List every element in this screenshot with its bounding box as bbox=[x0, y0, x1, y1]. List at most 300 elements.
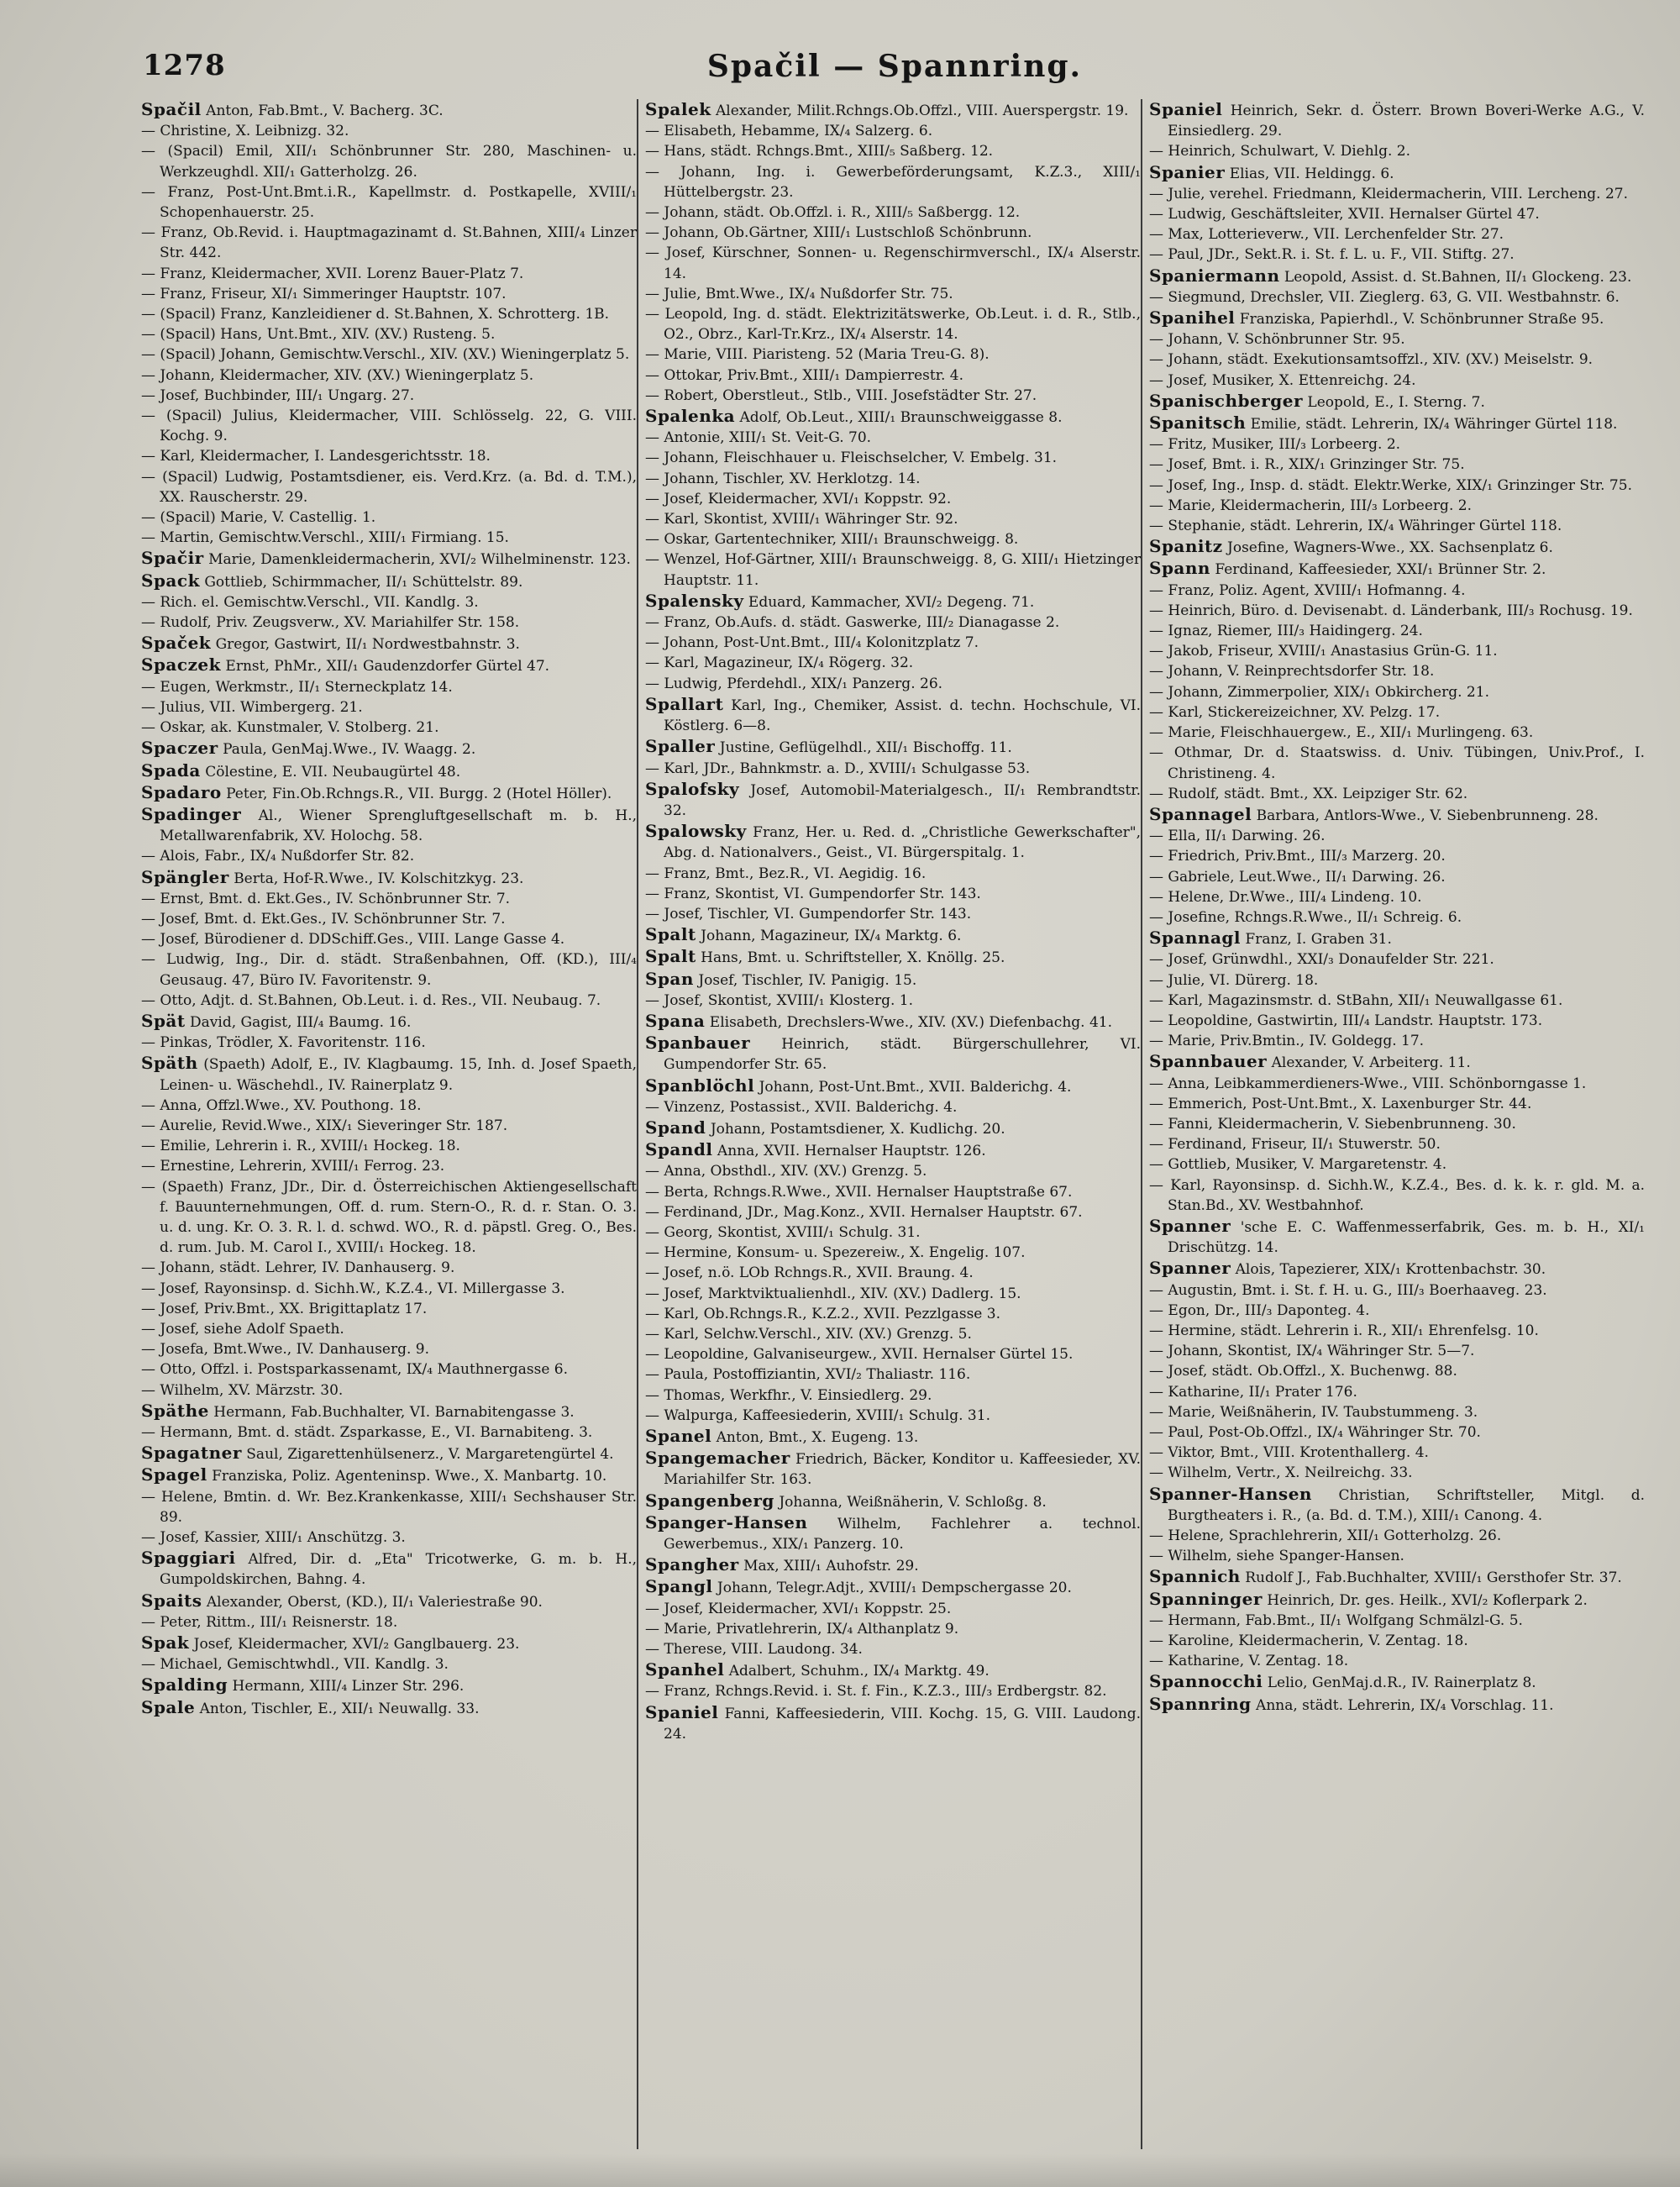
entry-text: — Josef, Skontist, XVIII/₁ Klosterg. 1. bbox=[645, 991, 913, 1009]
entry-text: — Berta, Rchngs.R.Wwe., XVII. Hernalser Hauptstraße 67. bbox=[645, 1183, 1073, 1201]
entry-text: Max, XIII/₁ Auhofstr. 29. bbox=[743, 1558, 919, 1575]
directory-entry bbox=[645, 386, 1141, 406]
directory-entry bbox=[1149, 1321, 1645, 1341]
directory-entry bbox=[141, 264, 637, 284]
directory-entry bbox=[1149, 1094, 1645, 1114]
directory-entry bbox=[1149, 1051, 1645, 1073]
directory-entry bbox=[141, 697, 637, 718]
directory-entry bbox=[645, 243, 1141, 283]
entry-text: — Georg, Skontist, XVIII/₁ Schulg. 31. bbox=[645, 1223, 921, 1241]
directory-entry bbox=[1149, 434, 1645, 455]
entry-surname: Spalt bbox=[645, 946, 696, 967]
entry-surname: Spanhel bbox=[645, 1659, 725, 1680]
directory-entry bbox=[141, 718, 637, 738]
directory-entry bbox=[141, 1443, 637, 1464]
entry-text: — Jakob, Friseur, XVIII/₁ Anastasius Grün-G. 11. bbox=[1149, 643, 1498, 660]
entry-surname: Spaits bbox=[141, 1590, 202, 1611]
entry-text: — Heinrich, Schulwart, V. Diehlg. 2. bbox=[1149, 143, 1411, 160]
directory-entry bbox=[645, 549, 1141, 590]
entry-text: — Ludwig, Geschäftsleiter, XVII. Hernalser Gürtel 47. bbox=[1149, 206, 1540, 223]
entry-surname: Spack bbox=[141, 570, 200, 591]
page-title: Spačil — Spannring. bbox=[706, 49, 1083, 84]
directory-entry bbox=[645, 821, 1141, 863]
entry-text: — Ignaz, Riemer, III/₃ Haidingerg. 24. bbox=[1149, 623, 1423, 640]
entry-text: Cölestine, E. VII. Neubaugürtel 48. bbox=[205, 763, 461, 781]
entry-surname: Spak bbox=[141, 1632, 190, 1653]
entry-text: — (Spacil) Hans, Unt.Bmt., XIV. (XV.) Rusteng. 5. bbox=[141, 326, 496, 344]
entry-text: Johann, Postamtsdiener, X. Kudlichg. 20. bbox=[710, 1120, 1005, 1138]
directory-entry bbox=[141, 1674, 637, 1696]
entry-text: Anton, Fab.Bmt., V. Bacherg. 3C. bbox=[206, 103, 444, 119]
directory-entry bbox=[645, 946, 1141, 968]
column-right bbox=[1149, 99, 1645, 2149]
directory-entry bbox=[1149, 970, 1645, 991]
directory-entry bbox=[645, 884, 1141, 904]
entry-surname: Spačil bbox=[141, 99, 202, 119]
directory-entry bbox=[645, 969, 1141, 991]
page-number: 1278 bbox=[143, 49, 226, 82]
entry-text: — Oskar, ak. Kunstmaler, V. Stolberg. 21. bbox=[141, 719, 439, 737]
entry-text: — Karl, Magazinsmstr. d. StBahn, XII/₁ Neuwallgasse 61. bbox=[1149, 991, 1563, 1009]
directory-entry bbox=[645, 99, 1141, 121]
entry-text: — Karl, Kleidermacher, I. Landesgerichtsstr. 18. bbox=[141, 448, 491, 465]
entry-surname: Spaniel bbox=[645, 1701, 719, 1722]
directory-entry bbox=[1149, 476, 1645, 496]
directory-entry bbox=[1149, 1484, 1645, 1526]
entry-text: Rudolf J., Fab.Buchhalter, XVIII/₁ Gersthofer Str. 37. bbox=[1245, 1569, 1622, 1587]
directory-entry bbox=[645, 365, 1141, 386]
entry-text: — Josef, Ing., Insp. d. städt. Elektr.Werke, XIX/₁ Grinzinger Str. 75. bbox=[1149, 476, 1632, 494]
entry-surname: Spagatner bbox=[141, 1443, 242, 1464]
entry-text: — Johann, Tischler, XV. Herklotzg. 14. bbox=[645, 470, 921, 487]
entry-surname: Spaniel bbox=[1149, 99, 1223, 119]
directory-entry bbox=[141, 846, 637, 866]
entry-text: — Therese, VIII. Laudong. 34. bbox=[645, 1641, 863, 1659]
entry-surname: Spannbauer bbox=[1149, 1051, 1268, 1072]
entry-surname: Spanninger bbox=[1149, 1588, 1263, 1609]
entry-surname: Spačir bbox=[141, 548, 204, 569]
entry-text: — Franz, Ob.Aufs. d. städt. Gaswerke, III/₂ Dianagasse 2. bbox=[645, 614, 1060, 632]
entry-text: Barbara, Antlors-Wwe., V. Siebenbrunneng. 28. bbox=[1256, 807, 1599, 824]
directory-entry bbox=[141, 467, 637, 507]
entry-text: — Hermine, städt. Lehrerin i. R., XII/₁ Ehrenfelsg. 10. bbox=[1149, 1322, 1539, 1339]
directory-entry bbox=[645, 284, 1141, 304]
directory-entry bbox=[645, 1639, 1141, 1659]
directory-entry bbox=[645, 1659, 1141, 1681]
entry-surname: Spannich bbox=[1149, 1566, 1241, 1587]
directory-entry bbox=[1149, 141, 1645, 161]
directory-entry bbox=[141, 304, 637, 324]
directory-entry bbox=[1149, 1301, 1645, 1321]
entry-text: Johann, Telegr.Adjt., XVIII/₁ Dempschergasse 20. bbox=[717, 1580, 1072, 1597]
entry-text: — Elisabeth, Hebamme, IX/₄ Salzerg. 6. bbox=[645, 123, 933, 140]
entry-text: — Augustin, Bmt. i. St. f. H. u. G., III/₃ Boerhaaveg. 23. bbox=[1149, 1281, 1547, 1299]
directory-entry bbox=[141, 528, 637, 548]
entry-text: Josefine, Wagners-Wwe., XX. Sachsenplatz 6. bbox=[1227, 539, 1553, 557]
directory-entry bbox=[645, 1554, 1141, 1576]
entry-surname: Spand bbox=[645, 1117, 706, 1138]
directory-entry bbox=[645, 1182, 1141, 1202]
directory-entry bbox=[141, 1177, 637, 1259]
entry-text: — Ernestine, Lehrerin, XVIII/₁ Ferrog. 23. bbox=[141, 1158, 445, 1175]
directory-entry bbox=[1149, 1216, 1645, 1258]
entry-text: — Hermine, Konsum- u. Spezereiw., X. Engelig. 107. bbox=[645, 1244, 1026, 1262]
entry-text: Ferdinand, Kaffeesieder, XXI/₁ Brünner Str. 2. bbox=[1215, 561, 1546, 579]
entry-text: David, Gagist, III/₄ Baumg. 16. bbox=[190, 1013, 412, 1031]
entry-text: — Martin, Gemischtw.Verschl., XIII/₁ Firmiang. 15. bbox=[141, 529, 509, 547]
entry-text: Al., Wiener Sprengluftgesellschaft m. b. H., Metallwarenfabrik, XV. Holochg. 58. bbox=[160, 807, 637, 845]
entry-text: — Robert, Oberstleut., Stlb., VIII. Josefstädter Str. 27. bbox=[645, 386, 1037, 404]
entry-text: — Franz, Bmt., Bez.R., VI. Aegidig. 16. bbox=[645, 865, 927, 882]
entry-surname: Spaczer bbox=[141, 738, 218, 759]
entry-surname: Spandl bbox=[645, 1139, 713, 1160]
entry-surname: Spalding bbox=[141, 1674, 228, 1695]
directory-entry bbox=[1149, 1134, 1645, 1154]
entry-surname: Spanblöchl bbox=[645, 1075, 755, 1096]
page-edge-shadow bbox=[0, 2153, 1680, 2187]
directory-entry bbox=[1149, 204, 1645, 224]
entry-text: — Ferdinand, JDr., Mag.Konz., XVII. Hernalser Hauptstr. 67. bbox=[645, 1203, 1083, 1221]
directory-entry bbox=[1149, 1382, 1645, 1402]
directory-entry bbox=[645, 1512, 1141, 1554]
entry-surname: Spana bbox=[645, 1010, 706, 1031]
directory-entry bbox=[1149, 1651, 1645, 1671]
entry-text: — Paula, Postoffiziantin, XVI/₂ Thaliastr. 116. bbox=[645, 1366, 971, 1384]
entry-text: Peter, Fin.Ob.Rchngs.R., VII. Burgg. 2 (Hotel Höller). bbox=[226, 785, 612, 802]
directory-entry bbox=[1149, 1611, 1645, 1631]
directory-entry bbox=[141, 1011, 637, 1033]
directory-entry bbox=[1149, 455, 1645, 475]
entry-text: — Josef, Kassier, XIII/₁ Anschützg. 3. bbox=[141, 1529, 406, 1547]
directory-entry bbox=[1149, 536, 1645, 558]
directory-entry bbox=[1149, 581, 1645, 601]
directory-entry bbox=[141, 889, 637, 909]
entry-surname: Spanger-Hansen bbox=[645, 1511, 808, 1532]
directory-entry bbox=[1149, 641, 1645, 661]
entry-text: — Karl, Selchw.Verschl., XIV. (XV.) Grenzg. 5. bbox=[645, 1325, 972, 1343]
entry-text: — Karl, Stickereizeichner, XV. Pelzg. 17. bbox=[1149, 703, 1441, 721]
directory-entry bbox=[645, 304, 1141, 344]
entry-text: Marie, Damenkleidermacherin, XVI/₂ Wilhelminenstr. 123. bbox=[208, 551, 631, 569]
entry-text: — Antonie, XIII/₁ St. Veit-G. 70. bbox=[645, 429, 872, 447]
directory-entry bbox=[1149, 867, 1645, 887]
directory-entry bbox=[141, 365, 637, 386]
directory-entry bbox=[1149, 496, 1645, 516]
entry-text: Hans, Bmt. u. Schriftsteller, X. Knöllg. 25. bbox=[701, 949, 1005, 967]
entry-text: — Johann, Post-Unt.Bmt., III/₄ Kolonitzplatz 7. bbox=[645, 634, 979, 652]
entry-text: — Anna, Obsthdl., XIV. (XV.) Grenzg. 5. bbox=[645, 1163, 927, 1180]
entry-text: — Aurelie, Revid.Wwe., XIX/₁ Sieveringer Str. 187. bbox=[141, 1117, 508, 1134]
entry-surname: Spangenberg bbox=[645, 1490, 774, 1511]
directory-entry bbox=[1149, 413, 1645, 434]
directory-entry bbox=[645, 736, 1141, 758]
entry-text: — Josef, Tischler, VI. Gumpendorfer Str. 143. bbox=[645, 905, 972, 923]
entry-text: Franz, Her. u. Red. d. „Christliche Gewerkschafter", Abg. d. Nationalvers., Geist., VI. Bürgerspitalg. 1. bbox=[664, 824, 1141, 862]
entry-surname: Spaller bbox=[645, 736, 716, 757]
entry-text: Christian, Schriftsteller, Mitgl. d. Burgtheaters i. R., (a. Bd. d. T.M.), XIII/₁ Canong. 4. bbox=[1168, 1486, 1645, 1524]
directory-entry bbox=[141, 1422, 637, 1443]
entry-text: — Karl, Rayonsinsp. d. Sichh.W., K.Z.4., Bes. d. k. k. r. gld. M. a. Stan.Bd., XV. Westbahnhof. bbox=[1149, 1176, 1645, 1214]
directory-entry bbox=[141, 1359, 637, 1380]
entry-text: Hermann, XIII/₄ Linzer Str. 296. bbox=[232, 1678, 465, 1695]
directory-entry bbox=[1149, 661, 1645, 681]
directory-entry bbox=[1149, 784, 1645, 804]
entry-text: Leopold, Assist. d. St.Bahnen, II/₁ Glockeng. 23. bbox=[1284, 268, 1632, 286]
entry-text: Anton, Tischler, E., XII/₁ Neuwallg. 33. bbox=[199, 1700, 480, 1717]
directory-entry bbox=[1149, 1463, 1645, 1483]
directory-entry bbox=[645, 1385, 1141, 1406]
entry-surname: Spalensky bbox=[645, 590, 744, 611]
directory-entry bbox=[645, 759, 1141, 779]
directory-entry bbox=[1149, 391, 1645, 413]
entry-text: — Marie, Priv.Bmtin., IV. Goldegg. 17. bbox=[1149, 1033, 1425, 1050]
directory-entry bbox=[645, 1344, 1141, 1364]
directory-entry bbox=[1149, 1258, 1645, 1280]
directory-entry bbox=[141, 592, 637, 612]
entry-text: — (Spacil) Julius, Kleidermacher, VIII. Schlösselg. 22, G. VIII. Kochg. 9. bbox=[141, 407, 637, 445]
directory-entry bbox=[141, 1487, 637, 1527]
directory-entry bbox=[645, 1599, 1141, 1619]
directory-entry bbox=[645, 448, 1141, 468]
directory-entry bbox=[1149, 1175, 1645, 1216]
entry-text: Paula, GenMaj.Wwe., IV. Waagg. 2. bbox=[223, 741, 476, 759]
entry-text: Lelio, GenMaj.d.R., IV. Rainerplatz 8. bbox=[1267, 1674, 1536, 1692]
entry-text: — Hans, städt. Rchngs.Bmt., XIII/₅ Saßberg. 12. bbox=[645, 143, 994, 160]
directory-entry bbox=[1149, 162, 1645, 184]
directory-entry bbox=[645, 489, 1141, 509]
directory-entry bbox=[141, 284, 637, 304]
entry-text: — Josef, Bmt. i. R., XIX/₁ Grinzinger Str. 75. bbox=[1149, 456, 1465, 474]
directory-entry bbox=[645, 864, 1141, 884]
entry-text: — Josef, Buchbinder, III/₁ Ungarg. 27. bbox=[141, 386, 415, 404]
directory-entry bbox=[1149, 371, 1645, 391]
directory-entry bbox=[1149, 1031, 1645, 1051]
entry-text: — Wilhelm, siehe Spanger-Hansen. bbox=[1149, 1548, 1404, 1565]
entry-text: Josef, Automobil-Materialgesch., II/₁ Rembrandtstr. 32. bbox=[664, 781, 1141, 819]
entry-surname: Spannring bbox=[1149, 1693, 1252, 1714]
entry-text: — Ella, II/₁ Darwing. 26. bbox=[1149, 828, 1326, 845]
entry-text: — Franz, Kleidermacher, XVII. Lorenz Bauer-Platz 7. bbox=[141, 265, 524, 282]
entry-text: (Spaeth) Adolf, E., IV. Klagbaumg. 15, Inh. d. Josef Spaeth, Leinen- u. Wäschehdl., IV. Rainerplatz 9. bbox=[160, 1056, 637, 1094]
entry-text: Heinrich, städt. Bürgerschullehrer, VI. Gumpendorfer Str. 65. bbox=[664, 1036, 1141, 1074]
entry-text: — Julie, verehel. Friedmann, Kleidermacherin, VIII. Lercheng. 27. bbox=[1149, 185, 1628, 202]
directory-entry bbox=[1149, 1566, 1645, 1588]
entry-surname: Spaček bbox=[141, 633, 212, 654]
directory-entry bbox=[141, 677, 637, 697]
entry-text: — Josef, Marktviktualienhdl., XIV. (XV.) Dadlerg. 15. bbox=[645, 1285, 1021, 1302]
directory-entry bbox=[645, 1117, 1141, 1139]
entry-text: — Karl, Ob.Rchngs.R., K.Z.2., XVII. Pezzlgasse 3. bbox=[645, 1305, 1000, 1322]
directory-entry bbox=[645, 924, 1141, 946]
entry-text: — Paul, JDr., Sekt.R. i. St. f. L. u. F., VII. Stiftg. 27. bbox=[1149, 246, 1515, 264]
entry-text: Alois, Tapezierer, XIX/₁ Krottenbachstr. 30. bbox=[1235, 1261, 1546, 1279]
entry-text: Alexander, V. Arbeiterg. 11. bbox=[1271, 1054, 1471, 1072]
entry-text: Leopold, E., I. Sterng. 7. bbox=[1307, 393, 1485, 411]
directory-entry bbox=[141, 867, 637, 889]
directory-entry bbox=[645, 1681, 1141, 1701]
directory-entry bbox=[1149, 846, 1645, 866]
entry-surname: Spale bbox=[141, 1696, 196, 1717]
directory-entry bbox=[141, 446, 637, 466]
directory-entry bbox=[1149, 1402, 1645, 1422]
entry-text: — Julie, VI. Dürerg. 18. bbox=[1149, 971, 1319, 989]
directory-entry bbox=[645, 1702, 1141, 1744]
directory-entry bbox=[141, 1527, 637, 1548]
entry-surname: Spanischberger bbox=[1149, 390, 1303, 411]
entry-surname: Spann bbox=[1149, 558, 1210, 579]
entry-surname: Späth bbox=[141, 1053, 198, 1074]
directory-entry bbox=[141, 804, 637, 846]
directory-entry bbox=[645, 1097, 1141, 1117]
directory-entry bbox=[141, 1299, 637, 1319]
directory-entry bbox=[645, 223, 1141, 243]
directory-entry bbox=[645, 674, 1141, 694]
entry-text: Johann, Magazineur, IX/₄ Marktg. 6. bbox=[701, 928, 962, 945]
entry-text: Alfred, Dir. d. „Eta" Tricotwerke, G. m. b. H., Gumpoldskirchen, Bahng. 4. bbox=[160, 1551, 637, 1589]
directory-entry bbox=[1149, 621, 1645, 641]
directory-entry bbox=[1149, 928, 1645, 949]
directory-entry bbox=[141, 1033, 637, 1053]
entry-text: — Rich. el. Gemischtw.Verschl., VII. Kandlg. 3. bbox=[141, 593, 479, 611]
entry-text: Alexander, Oberst, (KD.), II/₁ Valeriestraße 90. bbox=[206, 1593, 543, 1611]
directory-entry bbox=[645, 428, 1141, 448]
entry-surname: Spangl bbox=[645, 1576, 713, 1597]
entry-text: — Johann, V. Reinprechtsdorfer Str. 18. bbox=[1149, 663, 1435, 681]
entry-text: Johanna, Weißnäherin, V. Schloßg. 8. bbox=[779, 1493, 1047, 1511]
directory-entry bbox=[645, 779, 1141, 821]
entry-surname: Spaggiari bbox=[141, 1548, 236, 1569]
directory-entry bbox=[645, 612, 1141, 633]
directory-entry bbox=[1149, 1694, 1645, 1716]
entry-text: — Franz, Ob.Revid. i. Hauptmagazinamt d. St.Bahnen, XIII/₄ Linzer Str. 442. bbox=[141, 224, 637, 262]
directory-entry bbox=[141, 929, 637, 949]
entry-text: — Helene, Sprachlehrerin, XII/₁ Gotterholzg. 26. bbox=[1149, 1527, 1502, 1545]
entry-surname: Spanihel bbox=[1149, 308, 1236, 329]
entry-text: Gregor, Gastwirt, II/₁ Nordwestbahnstr. 3. bbox=[215, 636, 520, 654]
entry-text: — Karl, JDr., Bahnkmstr. a. D., XVIII/₁ Schulgasse 53. bbox=[645, 760, 1031, 777]
directory-entry bbox=[1149, 1011, 1645, 1031]
entry-text: — Marie, Privatlehrerin, IX/₄ Althanplatz 9. bbox=[645, 1620, 959, 1638]
entry-text: — Franz, Post-Unt.Bmt.i.R., Kapellmstr. d. Postkapelle, XVIII/₁ Schopenhauerstr. 25. bbox=[141, 183, 637, 222]
entry-surname: Spannocchi bbox=[1149, 1671, 1263, 1692]
entry-text: — Karl, Magazineur, IX/₄ Rögerg. 32. bbox=[645, 655, 914, 672]
directory-entry bbox=[1149, 949, 1645, 970]
entry-text: — Friedrich, Priv.Bmt., III/₃ Marzerg. 20. bbox=[1149, 848, 1446, 865]
directory-entry bbox=[645, 1161, 1141, 1181]
directory-entry bbox=[141, 386, 637, 406]
directory-entry bbox=[645, 1263, 1141, 1283]
directory-entry bbox=[645, 469, 1141, 489]
entry-text: — Emilie, Lehrerin i. R., XVIII/₁ Hockeg. 18. bbox=[141, 1138, 460, 1155]
directory-entry bbox=[141, 121, 637, 141]
directory-entry bbox=[645, 141, 1141, 161]
directory-entry bbox=[1149, 887, 1645, 907]
entry-surname: Spaniermann bbox=[1149, 265, 1280, 286]
directory-entry bbox=[645, 991, 1141, 1011]
entry-text: — Johann, Skontist, IX/₄ Währinger Str. 5—7. bbox=[1149, 1343, 1475, 1360]
entry-text: — Josef, Kleidermacher, XVI/₁ Koppstr. 92. bbox=[645, 490, 952, 507]
directory-entry bbox=[141, 991, 637, 1011]
entry-text: Franziska, Poliz. Agenteninsp. Wwe., X. Manbartg. 10. bbox=[212, 1468, 607, 1485]
entry-text: — Otto, Offzl. i. Postsparkassenamt, IX/₄ Mauthnergasse 6. bbox=[141, 1361, 569, 1379]
entry-text: — Helene, Bmtin. d. Wr. Bez.Krankenkasse, XIII/₁ Sechshauser Str. 89. bbox=[141, 1488, 637, 1526]
entry-text: — Josefa, Bmt.Wwe., IV. Danhauserg. 9. bbox=[141, 1341, 430, 1359]
directory-entry bbox=[141, 570, 637, 592]
entry-text: — (Spaeth) Franz, JDr., Dir. d. Österreichischen Aktiengesellschaft f. Bauunternehmungen, Off. d. rum. Stern-O., R. d. r. Stan. O. 3. u. d. ung. Kr. O. 3. R. l. d. schwd. WO., R. d. päpstl. Greg. O., Bes. d. rum. Jub. M. Carol I., XVIII/₁ Hockeg. 18. bbox=[141, 1178, 637, 1257]
entry-text: — Viktor, Bmt., VIII. Krotenthallerg. 4. bbox=[1149, 1444, 1429, 1462]
entry-surname: Spalowsky bbox=[645, 821, 747, 842]
entry-surname: Spalek bbox=[645, 99, 711, 119]
entry-text: — Ottokar, Priv.Bmt., XIII/₁ Dampierrestr. 4. bbox=[645, 366, 964, 384]
column-middle bbox=[645, 99, 1141, 2149]
entry-surname: Spangher bbox=[645, 1554, 739, 1575]
entry-text: — Hermann, Bmt. d. städt. Zsparkasse, E., VI. Barnabiteng. 3. bbox=[141, 1424, 593, 1441]
directory-entry bbox=[141, 1548, 637, 1590]
entry-surname: Spanitz bbox=[1149, 536, 1223, 557]
page-header bbox=[143, 49, 1646, 99]
entry-text: — Josef, siehe Adolf Spaeth. bbox=[141, 1320, 344, 1338]
entry-text: — Wilhelm, XV. Märzstr. 30. bbox=[141, 1381, 344, 1399]
directory-entry bbox=[1149, 907, 1645, 928]
directory-entry bbox=[1149, 1341, 1645, 1361]
directory-entry bbox=[141, 1654, 637, 1674]
entry-surname: Spalenka bbox=[645, 406, 736, 427]
directory-entry bbox=[645, 1139, 1141, 1161]
entry-text: — Ferdinand, Friseur, II/₁ Stuwerstr. 50. bbox=[1149, 1136, 1441, 1154]
directory-entry bbox=[645, 121, 1141, 141]
entry-text: Hermann, Fab.Buchhalter, VI. Barnabitengasse 3. bbox=[213, 1403, 575, 1421]
entry-text: — Johann, Ob.Gärtner, XIII/₁ Lustschloß Schönbrunn. bbox=[645, 224, 1032, 242]
directory-entry bbox=[1149, 224, 1645, 244]
entry-text: — Gottlieb, Musiker, V. Margaretenstr. 4. bbox=[1149, 1156, 1447, 1174]
directory-entry bbox=[141, 1136, 637, 1156]
entry-text: — Josef, Priv.Bmt., XX. Brigittaplatz 17. bbox=[141, 1300, 428, 1317]
directory-entry bbox=[1149, 350, 1645, 370]
directory-entry bbox=[141, 760, 637, 782]
entry-text: Ernst, PhMr., XII/₁ Gaudenzdorfer Gürtel 47. bbox=[225, 658, 550, 676]
entry-text: — Leopoldine, Gastwirtin, III/₄ Landstr. Hauptstr. 173. bbox=[1149, 1012, 1543, 1029]
directory-entry bbox=[141, 223, 637, 263]
directory-entry bbox=[645, 1448, 1141, 1490]
directory-entry bbox=[141, 1632, 637, 1654]
entry-text: — Fanni, Kleidermacherin, V. Siebenbrunneng. 30. bbox=[1149, 1115, 1516, 1133]
directory-entry bbox=[645, 1406, 1141, 1426]
directory-entry bbox=[141, 182, 637, 223]
directory-entry bbox=[141, 1258, 637, 1278]
entry-text: — Katharine, V. Zentag. 18. bbox=[1149, 1653, 1349, 1670]
directory-entry bbox=[1149, 244, 1645, 265]
directory-entry bbox=[141, 1053, 637, 1095]
entry-text: — Vinzenz, Postassist., XVII. Balderichg. 4. bbox=[645, 1098, 958, 1116]
directory-entry bbox=[141, 1319, 637, 1339]
directory-entry bbox=[1149, 723, 1645, 743]
directory-entry bbox=[1149, 1361, 1645, 1381]
entry-text: — Stephanie, städt. Lehrerin, IX/₄ Währinger Gürtel 118. bbox=[1149, 518, 1562, 535]
entry-text: Franz, I. Graben 31. bbox=[1245, 931, 1392, 949]
entry-text: — Gabriele, Leut.Wwe., II/₁ Darwing. 26. bbox=[1149, 868, 1446, 886]
entry-surname: Spanner bbox=[1149, 1258, 1231, 1279]
directory-entry bbox=[141, 1116, 637, 1136]
entry-text: Heinrich, Sekr. d. Österr. Brown Boveri-Werke A.G., V. Einsiedlerg. 29. bbox=[1168, 103, 1645, 140]
entry-text: — Eugen, Werkmstr., II/₁ Sterneckplatz 14. bbox=[141, 678, 453, 696]
directory-entry bbox=[1149, 1589, 1645, 1611]
entry-surname: Spalt bbox=[645, 924, 696, 945]
entry-text: — Marie, VIII. Piaristeng. 52 (Maria Treu-G. 8). bbox=[645, 346, 990, 364]
entry-text: — Josef, Kürschner, Sonnen- u. Regenschirmverschl., IX/₄ Alserstr. 14. bbox=[645, 244, 1141, 282]
entry-text: Fanni, Kaffeesiederin, VIII. Kochg. 15, G. VIII. Laudong. 24. bbox=[664, 1705, 1141, 1743]
directory-entry bbox=[141, 548, 637, 570]
entry-text: Anna, städt. Lehrerin, IX/₄ Vorschlag. 11. bbox=[1256, 1696, 1554, 1714]
